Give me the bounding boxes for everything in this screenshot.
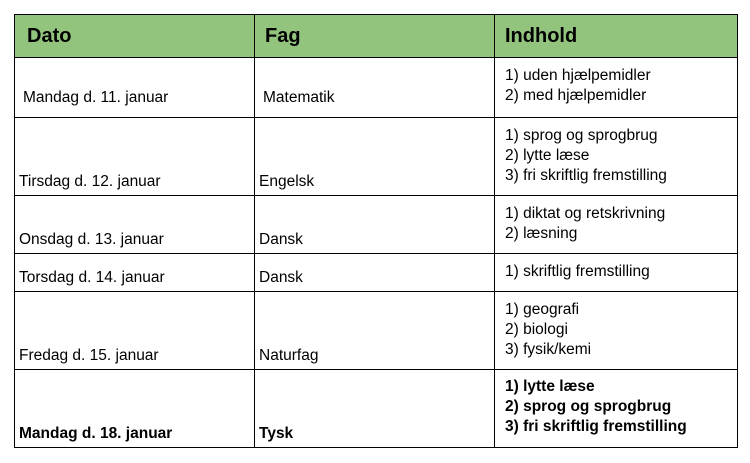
indhold-cell [495, 58, 738, 118]
indhold-line: 2) læsning [505, 225, 578, 242]
indhold-line: 3) fri skriftlig fremstilling [505, 167, 667, 184]
dato-cell: Onsdag d. 13. januar [15, 196, 255, 254]
indhold-line: 1) lytte læse [505, 378, 595, 395]
indhold-line: 2) lytte læse [505, 147, 590, 164]
indhold-line: 3) fri skriftlig fremstilling [505, 418, 687, 435]
dato-cell: Fredag d. 15. januar [15, 292, 255, 370]
fag-cell: Dansk [255, 254, 495, 292]
indhold-line: 2) biologi [505, 321, 568, 338]
table-row [15, 254, 738, 292]
fag-cell: Naturfag [255, 292, 495, 370]
header-row [15, 15, 738, 58]
indhold-line: 1) uden hjælpemidler [505, 67, 651, 84]
indhold-cell [495, 370, 738, 448]
dato-cell: Torsdag d. 14. januar [15, 254, 255, 292]
header-fag: Fag [255, 15, 495, 58]
header-indhold: Indhold [495, 15, 738, 58]
indhold-line: 1) skriftlig fremstilling [505, 263, 650, 280]
table-row [15, 118, 738, 196]
header-dato: Dato [15, 15, 255, 58]
fag-cell: Dansk [255, 196, 495, 254]
fag-cell: Tysk [255, 370, 495, 448]
table-row [15, 292, 738, 370]
indhold-line: 2) med hjælpemidler [505, 87, 647, 104]
indhold-line: 1) geografi [505, 301, 580, 318]
indhold-line: 2) sprog og sprogbrug [505, 398, 672, 415]
dato-cell: Tirsdag d. 12. januar [15, 118, 255, 196]
exam-schedule-table [14, 14, 738, 448]
dato-cell: Mandag d. 11. januar [15, 58, 255, 118]
table-row [15, 58, 738, 118]
dato-cell: Mandag d. 18. januar [15, 370, 255, 448]
indhold-cell [495, 292, 738, 370]
indhold-cell [495, 196, 738, 254]
indhold-cell [495, 118, 738, 196]
indhold-line: 3) fysik/kemi [505, 341, 592, 358]
table-row [15, 196, 738, 254]
indhold-line: 1) sprog og sprogbrug [505, 127, 658, 144]
fag-cell: Engelsk [255, 118, 495, 196]
indhold-cell [495, 254, 738, 292]
fag-cell: Matematik [255, 58, 495, 118]
table-row [15, 370, 738, 448]
indhold-line: 1) diktat og retskrivning [505, 205, 666, 222]
